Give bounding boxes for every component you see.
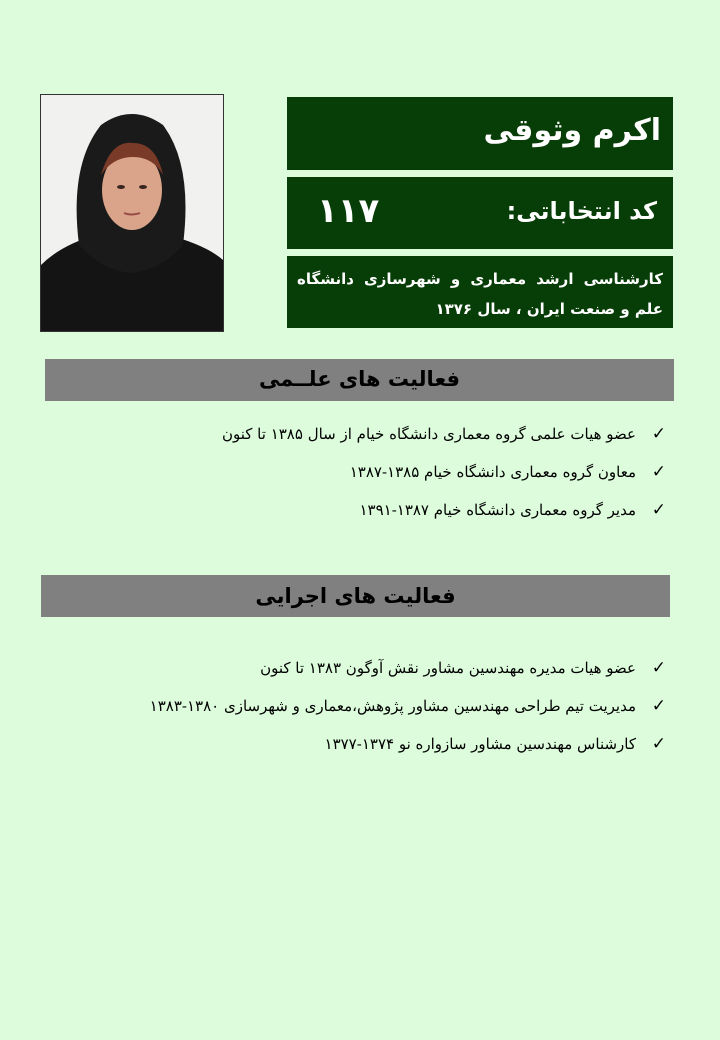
election-code-value: ۱۱۷ xyxy=(317,191,380,231)
list-item-text: معاون گروه معماری دانشگاه خیام ۱۳۸۵-۱۳۸۷ xyxy=(349,463,636,481)
education-text: کارشناسی ارشد معماری و شهرسازی دانشگاه علم و صنعت ایران ، سال ۱۳۷۶ xyxy=(297,270,663,318)
checkmark-icon: ✓ xyxy=(651,500,666,520)
list-item xyxy=(150,731,668,769)
list-item xyxy=(150,693,668,731)
scientific-activities-list xyxy=(222,421,668,535)
checkmark-icon: ✓ xyxy=(651,696,666,716)
checkmark-icon: ✓ xyxy=(651,658,666,678)
scientific-activities-header: فعالیت های علــمی xyxy=(45,359,674,401)
profile-photo xyxy=(40,94,224,332)
list-item-text: کارشناس مهندسین مشاور سازواره نو ۱۳۷۴-۱۳۷۷ xyxy=(324,735,636,753)
name-box xyxy=(287,97,673,170)
list-item-text: مدیر گروه معماری دانشگاه خیام ۱۳۸۷-۱۳۹۱ xyxy=(359,501,636,519)
executive-activities-header: فعالیت های اجرایی xyxy=(41,575,670,617)
election-code-label: کد انتخاباتی: xyxy=(506,197,657,225)
list-item-text: عضو هیات علمی گروه معماری دانشگاه خیام از سال ۱۳۸۵ تا کنون xyxy=(221,425,636,443)
list-item xyxy=(150,655,668,693)
portrait-image xyxy=(41,95,223,331)
person-name: اکرم وثوقی xyxy=(483,113,661,148)
list-item-text: عضو هیات مدیره مهندسین مشاور نقش آوگون ۱۳۸۳ تا کنون xyxy=(260,659,636,677)
executive-activities-list xyxy=(150,655,668,769)
checkmark-icon: ✓ xyxy=(651,462,666,482)
list-item xyxy=(222,497,668,535)
list-item xyxy=(222,459,668,497)
election-code-box xyxy=(287,177,673,249)
education-box xyxy=(287,256,673,328)
list-item xyxy=(222,421,668,459)
checkmark-icon: ✓ xyxy=(651,424,666,444)
checkmark-icon: ✓ xyxy=(651,734,666,754)
list-item-text: مدیریت تیم طراحی مهندسین مشاور پژوهش،معماری و شهرسازی ۱۳۸۰-۱۳۸۳ xyxy=(149,697,636,715)
